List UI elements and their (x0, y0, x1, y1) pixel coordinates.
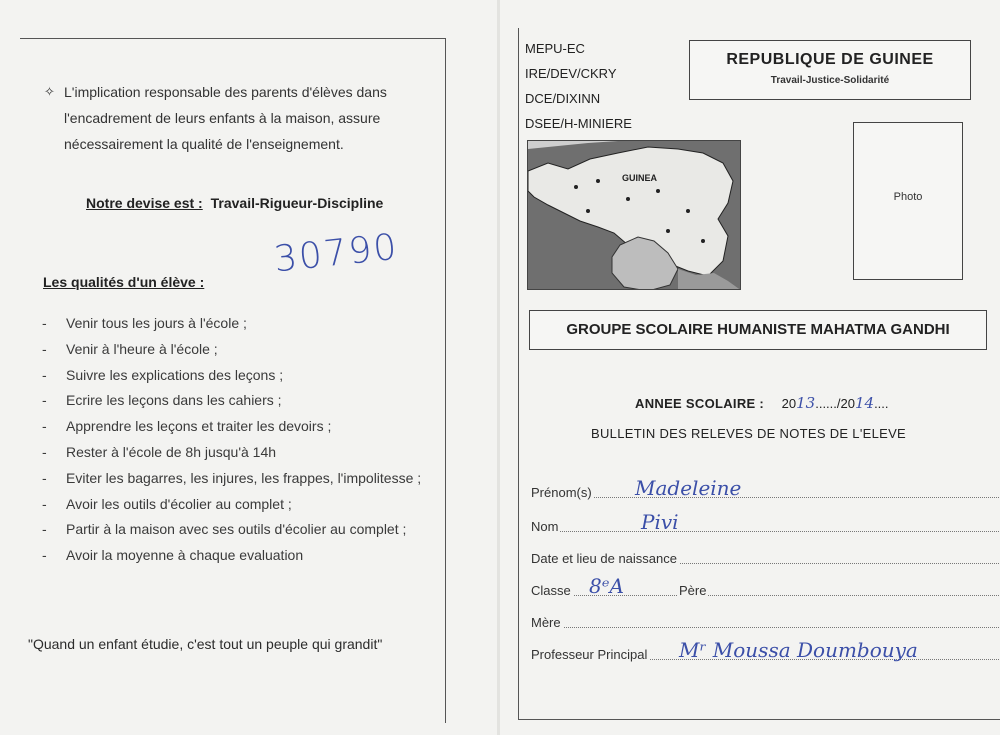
classe-value: 8ᵉA (589, 574, 624, 598)
svg-text:GUINEA: GUINEA (622, 173, 658, 183)
guinea-map-image (527, 140, 741, 290)
left-page (20, 38, 446, 723)
list-item: - Venir tous les jours à l'école ; (42, 315, 247, 331)
list-item: - Suivre les explications des leçons ; (42, 366, 284, 383)
school-year-label: ANNEE SCOLAIRE : (635, 396, 765, 411)
school-name-box: GROUPE SCOLAIRE HUMANISTE MAHATMA GANDHI (529, 310, 987, 350)
list-item: - Partir à la maison avec ses outils d'écolier au complet ; (42, 521, 407, 538)
national-motto: Travail-Justice-Solidarité (770, 75, 890, 86)
list-item: - Venir à l'heure à l'école ; (42, 340, 218, 357)
nom-label: Nom (531, 519, 559, 534)
right-page (518, 28, 1000, 720)
photo-placeholder (853, 122, 963, 280)
admin-line: DCE/DIXINN (525, 91, 601, 106)
intro-text: L'implication responsable des parents d'élèves dans l'encadrement de leurs enfants à la maison, assure nécessairement la qualité de l'enseignement. (64, 84, 387, 152)
qualities-list (42, 311, 442, 569)
admin-line: IRE/DEV/CKRY (525, 66, 617, 81)
naissance-field[interactable] (531, 546, 999, 568)
pere-label: Père (679, 583, 707, 598)
school-year-separator: ....../20 (815, 396, 855, 411)
closing-quote: "Quand un enfant étudie, c'est tout un peuple qui grandit" (28, 636, 383, 652)
school-year-end-dots: .... (874, 396, 889, 411)
mere-field[interactable] (531, 610, 999, 632)
school-year-start: 13 (796, 394, 816, 412)
handwritten-number: 30790 (272, 226, 401, 281)
prenom-field[interactable] (531, 476, 999, 502)
republic-header-box (689, 40, 971, 100)
bulletin-title: BULLETIN DES RELEVES DE NOTES DE L'ELEVE (591, 426, 907, 441)
prof-principal-value: Mʳ Moussa Doumbouya (679, 638, 918, 662)
administration-header (525, 36, 632, 136)
list-item: - Rester à l'école de 8h jusqu'à 14h (42, 443, 277, 460)
school-year-end: 14 (854, 394, 875, 412)
mere-label: Mère (531, 615, 561, 630)
prof-principal-field[interactable] (531, 638, 999, 664)
admin-line: MEPU-EC (525, 41, 585, 56)
prenom-label: Prénom(s) (531, 485, 592, 500)
classe-pere-field[interactable] (531, 574, 999, 600)
classe-label: Classe (531, 583, 571, 598)
list-item: - Ecrire les leçons dans les cahiers ; (42, 392, 282, 409)
republic-title: REPUBLIQUE DE GUINEE (726, 51, 934, 68)
list-item: - Avoir les outils d'écolier au complet ; (42, 495, 292, 512)
motto-value: Travail-Rigueur-Discipline (210, 195, 384, 211)
list-item: - Eviter les bagarres, les injures, les frappes, l'impolitesse ; (42, 469, 422, 486)
naissance-label: Date et lieu de naissance (531, 551, 677, 566)
nom-value: Pivi (641, 510, 679, 534)
school-motto (86, 195, 383, 211)
admin-line: DSEE/H-MINIERE (525, 116, 632, 131)
list-item: - Apprendre les leçons et traiter les devoirs ; (42, 418, 332, 435)
prenom-value: Madeleine (635, 476, 742, 500)
intro-paragraph (44, 79, 416, 157)
guinea-map-icon (528, 141, 741, 290)
list-item: - Avoir la moyenne à chaque evaluation (42, 547, 304, 564)
school-year-start-prefix: 20 (781, 396, 797, 411)
diamond-bullet-icon: ✧ (44, 84, 55, 99)
prof-principal-label: Professeur Principal (531, 647, 648, 662)
qualities-title: Les qualités d'un élève : (43, 274, 205, 290)
photo-label: Photo (893, 191, 923, 203)
page-fold (497, 0, 500, 735)
nom-field[interactable] (531, 510, 999, 536)
motto-label: Notre devise est : (86, 195, 203, 211)
school-year (635, 394, 889, 412)
